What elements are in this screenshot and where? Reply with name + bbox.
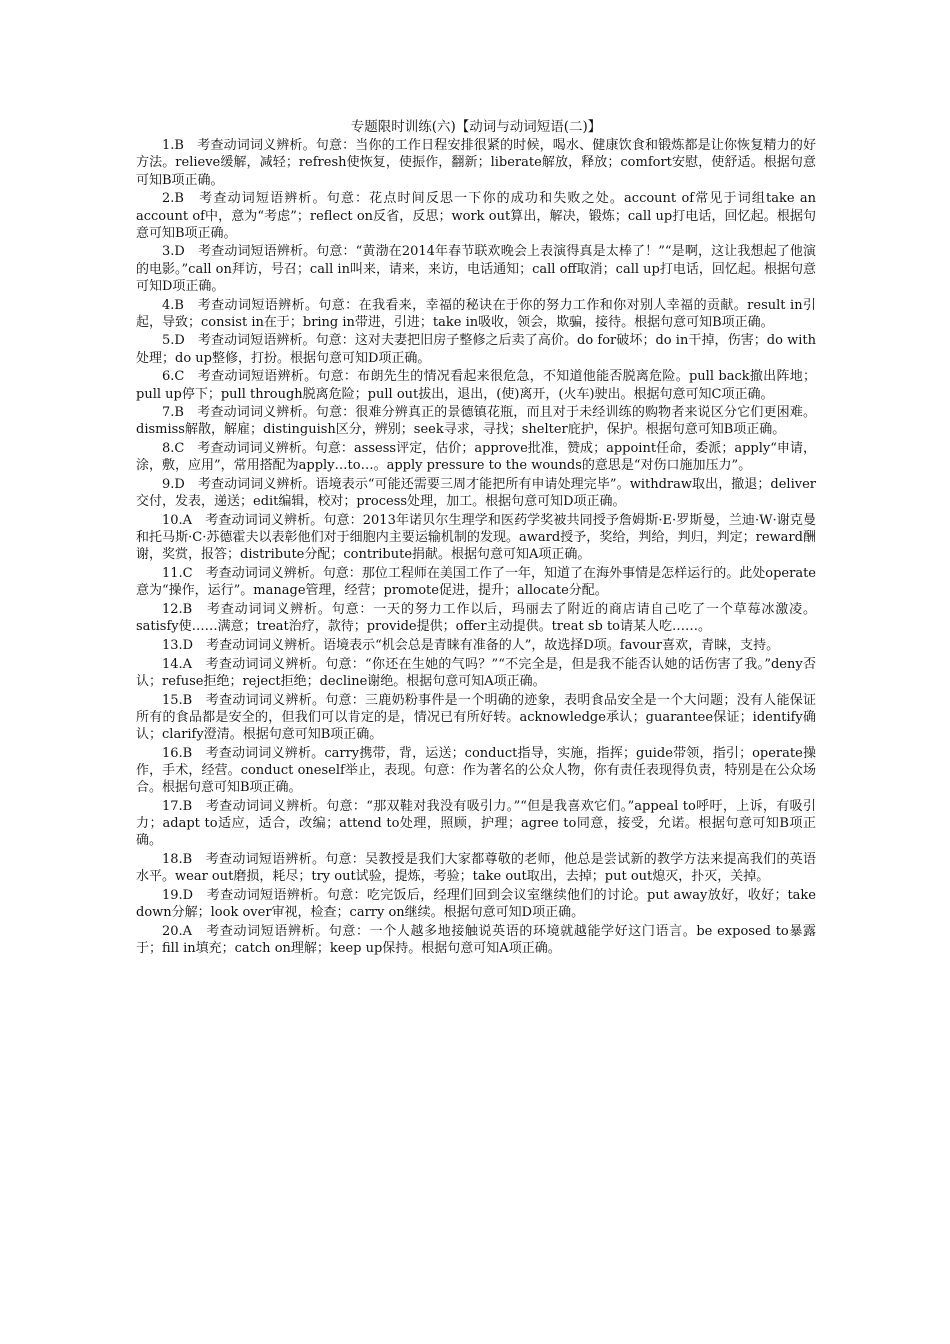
answer-document [136, 119, 816, 959]
answer-item-8: 8.C 考查动词词义辨析。句意：assess评定，估价；approve批准，赞成；appoint任命，委派；apply“申请，涂，敷，应用”，常用搭配为apply…to…。apply pressure to the wounds的意思是“对伤口施加压力”。 [136, 441, 816, 474]
answer-item-19: 19.D 考查动词短语辨析。句意：吃完饭后，经理们回到会议室继续他们的讨论。put away放好，收好；take down分解；look over审视，检查；carry on继续。根据句意可知D项正确。 [136, 887, 816, 920]
answer-item-9: 9.D 考查动词词义辨析。语境表示“可能还需要三周才能把所有申请处理完毕”。withdraw取出，撤退；deliver交付，发表，递送；edit编辑，校对；process处理，加工。根据句意可知D项正确。 [136, 477, 816, 510]
answer-item-14: 14.A 考查动词词义辨析。句意：“你还在生她的气吗？”“不完全是，但是我不能否认她的话伤害了我。”deny否认；refuse拒绝；reject拒绝；decline谢绝。根据句意可知A项正确。 [136, 656, 816, 689]
answer-item-12: 12.B 考查动词词义辨析。句意：一天的努力工作以后，玛丽去了附近的商店请自己吃了一个草莓冰激凌。satisfy使……满意；treat治疗，款待；provide提供；offer主动提供。treat sb to请某人吃……。 [136, 601, 816, 635]
answer-item-10: 10.A 考查动词词义辨析。句意：2013年诺贝尔生理学和医药学奖被共同授予詹姆斯·E·罗斯曼，兰迪·W·谢克曼和托马斯·C·苏德霍夫以表彰他们对于细胞内主要运输机制的发现。award授予，奖给，判给，判归，判定；reward酬谢，奖赏，报答；distribute分配；contribute捐献。根据句意可知A项正确。 [136, 512, 816, 563]
answer-item-1: 1.B 考查动词词义辨析。句意：当你的工作日程安排很紧的时候，喝水、健康饮食和锻炼都是让你恢复精力的好方法。relieve缓解，减轻；refresh使恢复，使振作，翻新；liberate解放，释放；comfort安慰，使舒适。根据句意可知B项正确。 [136, 138, 816, 188]
answer-item-16: 16.B 考查动词词义辨析。carry携带，背，运送；conduct指导，实施，指挥；guide带领，指引；operate操作，手术，经营。conduct oneself举止，表现。句意：作为著名的公众人物，你有责任表现得负责，特别是在公众场合。根据句意可知B项正确。 [136, 745, 816, 796]
answer-item-2: 2.B 考查动词短语辨析。句意：花点时间反思一下你的成功和失败之处。account of常见于词组take an account of中，意为“考虑”；reflect on反省，反思；work out算出，解决，锻炼；call up打电话，回忆起。根据句意可知B项正确。 [136, 191, 816, 241]
answer-item-20: 20.A 考查动词短语辨析。句意：一个人越多地接触说英语的环境就越能学好这门语言。be exposed to暴露于；fill in填充；catch on理解；keep up保持。根据句意可知A项正确。 [136, 923, 816, 956]
answer-item-4: 4.B 考查动词短语辨析。句意：在我看来，幸福的秘诀在于你的努力工作和你对别人幸福的贡献。result in引起，导致；consist in在于；bring in带进，引进；take in吸收，领会，欺骗，接待。根据句意可知B项正确。 [136, 297, 816, 330]
answer-item-6: 6.C 考查动词短语辨析。句意：布朗先生的情况看起来很危急，不知道他能否脱离危险。pull back撤出阵地；pull up停下；pull through脱离危险；pull out拔出，退出，(使)离开，(火车)驶出。根据句意可知C项正确。 [136, 369, 816, 402]
answer-list [136, 137, 816, 957]
answer-item-18: 18.B 考查动词短语辨析。句意：吴教授是我们大家都尊敬的老师，他总是尝试新的教学方法来提高我们的英语水平。wear out磨损，耗尽；try out试验，提炼，考验；take out取出，去掉；put out熄灭，扑灭，关掉。 [136, 851, 816, 885]
answer-item-15: 15.B 考查动词词义辨析。句意：三鹿奶粉事件是一个明确的迹象，表明食品安全是一个大问题；没有人能保证所有的食品都是安全的，但我们可以肯定的是，情况已有所好转。acknowledge承认；guarantee保证；identify确认；clarify澄清。根据句意可知B项正确。 [136, 692, 816, 742]
answer-item-11: 11.C 考查动词词义辨析。句意：那位工程师在美国工作了一年，知道了在海外事情是怎样运行的。此处operate意为“操作，运行”。manage管理，经营；promote促进，提升；allocate分配。 [136, 566, 816, 599]
answer-item-17: 17.B 考查动词词义辨析。句意：“那双鞋对我没有吸引力。”“但是我喜欢它们。”appeal to呼吁，上诉，有吸引力；adapt to适应，适合，改编；attend to处理，照顾，护理；agree to同意，接受，允诺。根据句意可知B项正确。 [136, 798, 816, 849]
answer-item-3: 3.D 考查动词短语辨析。句意：“黄渤在2014年春节联欢晚会上表演得真是太棒了！”“是啊，这让我想起了他演的电影。”call on拜访，号召；call in叫来，请来，来访，电话通知；call off取消；call up打电话，回忆起。根据句意可知D项正确。 [136, 244, 816, 294]
page-title: 专题限时训练(六)【动词与动词短语(二)】 [350, 119, 602, 135]
answer-item-7: 7.B 考查动词词义辨析。句意：很难分辨真正的景德镇花瓶，而且对于未经训练的购物者来说区分它们更困难。dismiss解散，解雇；distinguish区分，辨别；seek寻求，寻找；shelter庇护，保护。根据句意可知B项正确。 [136, 405, 816, 438]
answer-item-5: 5.D 考查动词短语辨析。句意：这对夫妻把旧房子整修之后卖了高价。do for破坏；do in干掉，伤害；do with处理；do up整修，打扮。根据句意可知D项正确。 [136, 333, 816, 366]
answer-item-13: 13.D 考查动词词义辨析。语境表示“机会总是青睐有准备的人”，故选择D项。favour喜欢，青睐，支持。 [162, 637, 780, 653]
